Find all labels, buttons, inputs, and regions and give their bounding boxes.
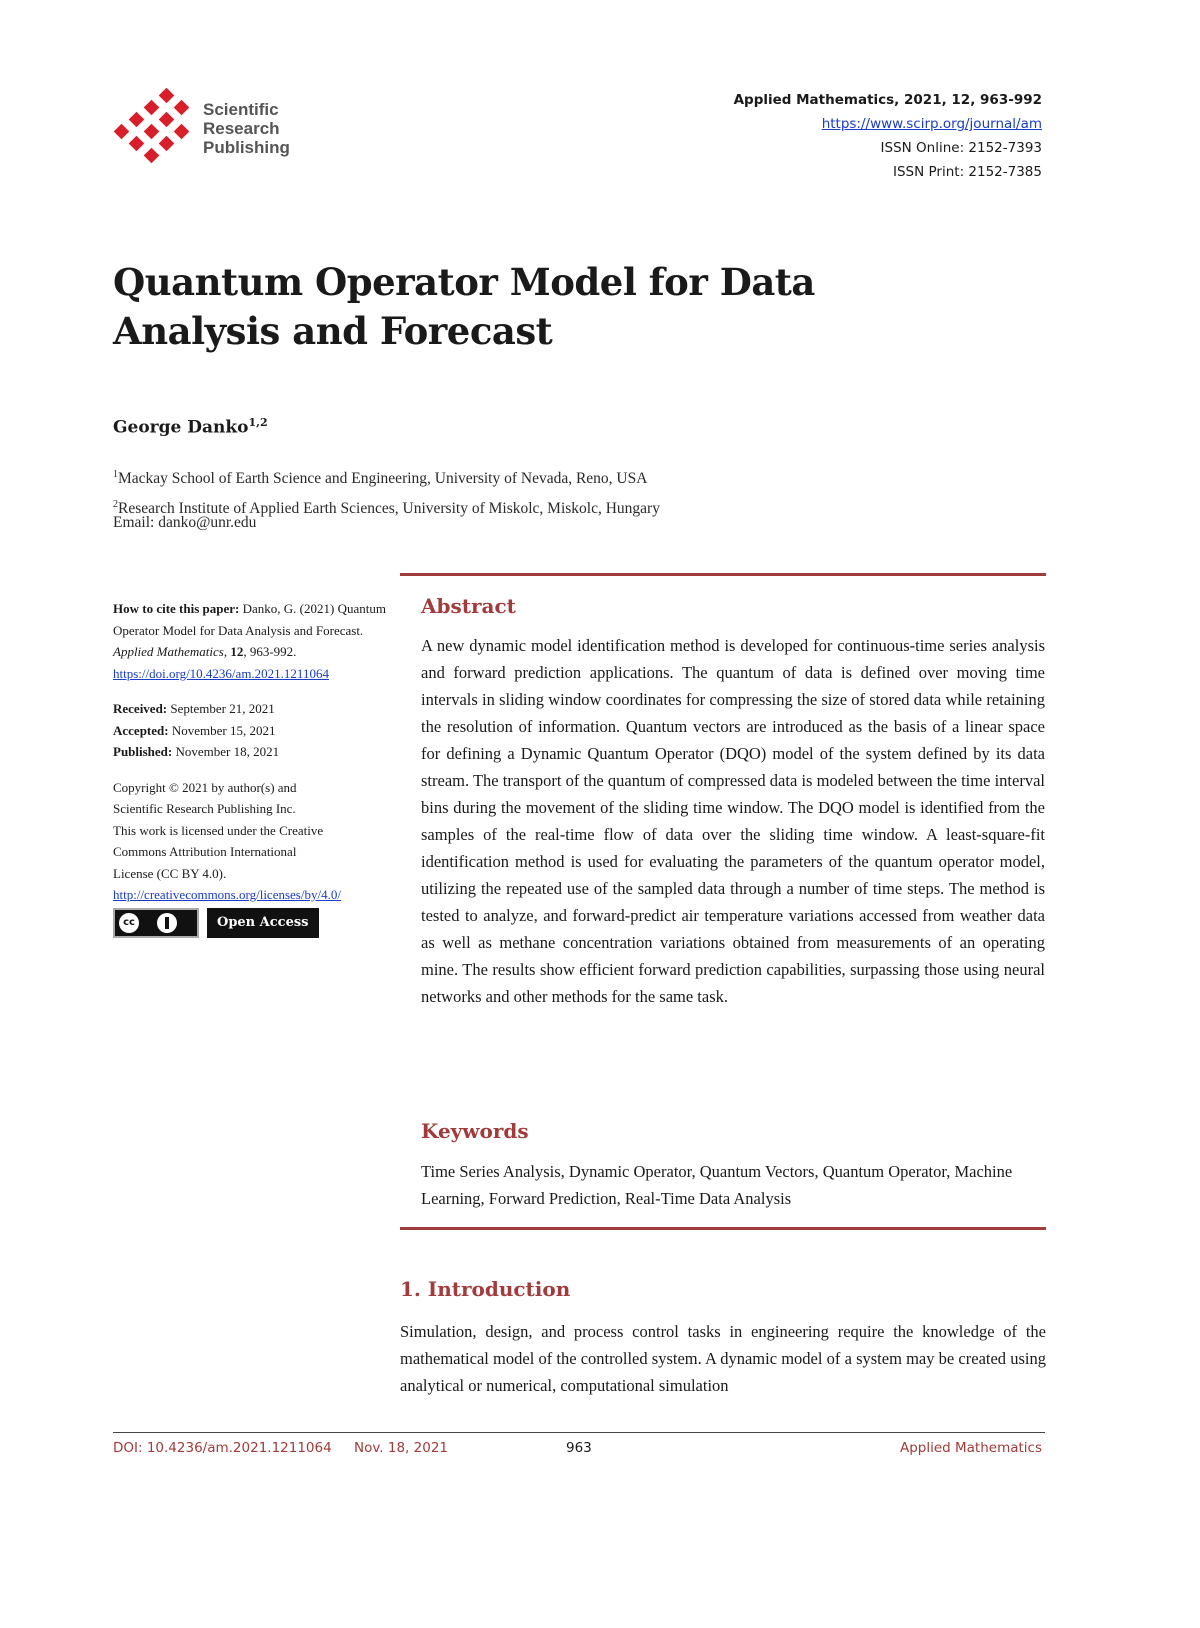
abstract-heading: Abstract xyxy=(421,594,516,618)
copyright-line: Scientific Research Publishing Inc. xyxy=(113,801,296,816)
affiliation-1: $^1$Mackay School of Earth Science and Engineering, University of Nevada, Reno, USA xyxy=(113,469,648,488)
license-link[interactable]: http://creativecommons.org/licenses/by/4.0/ xyxy=(113,887,341,902)
footer-doi: DOI: 10.4236/am.2021.1211064 xyxy=(113,1440,332,1456)
received-date: Received: September 21, 2021 xyxy=(113,701,275,716)
publisher-logo xyxy=(113,88,313,172)
abstract-text: A new dynamic model identification method is developed for continuous-time series analysis and forward prediction applications. The quantum of data is defined over moving time intervals in sliding window coordinates for compressing the size of stored data while retaining the resolution of information. Quantum vectors are introduced as the basis of a linear space for defining a Dynamic Quantum Operator (DQO) model of the system defined by its data stream. The transport of the quantum of compressed data is modeled between the time interval bins during the movement of the sliding time window. The DQO model is identified from the samples of the real-time flow of data over the sliding time window. A least-square-fit identification method is used for evaluating the parameters of the quantum operator model, utilizing the repeated use of the sampled data through a number of time steps. The method is tested to analyze, and forward-predict air temperature variations accessed from weather data as well as methane concentration variations obtained from measurements of an operating mine. The results show efficient forward prediction capabilities, surpassing those using neural networks and other methods for the same task. xyxy=(421,636,1045,1006)
doi-link[interactable]: https://doi.org/10.4236/am.2021.1211064 xyxy=(113,665,329,681)
journal-info xyxy=(734,88,1042,184)
issn-online: ISSN Online: 2152-7393 xyxy=(880,140,1042,156)
sidebar xyxy=(113,598,398,938)
author xyxy=(113,416,268,438)
keywords-text: Time Series Analysis, Dynamic Operator, Quantum Vectors, Quantum Operator, Machine Learning, Forward Prediction, Real-Time Data Analysis xyxy=(421,1162,1013,1208)
author-affil-sup: 1,2 xyxy=(248,416,268,429)
copyright-line: This work is licensed under the Creative xyxy=(113,822,324,838)
author-name: George Danko xyxy=(113,417,249,438)
by-attribution-icon xyxy=(157,913,177,933)
footer-date: Nov. 18, 2021 xyxy=(354,1440,448,1456)
keywords-heading: Keywords xyxy=(421,1119,529,1143)
issn-print: ISSN Print: 2152-7385 xyxy=(893,164,1042,180)
open-access-badge: Open Access xyxy=(207,908,319,938)
affiliation-2: $^2$Research Institute of Applied Earth Sciences, University of Miskolc, Miskolc, Hungary xyxy=(113,499,660,518)
accepted-date: Accepted: November 15, 2021 xyxy=(113,722,276,738)
copyright-line: License (CC BY 4.0). xyxy=(113,865,227,881)
author-email: Email: danko@unr.edu xyxy=(113,514,257,531)
published-date: Published: November 18, 2021 xyxy=(113,744,280,759)
paper-title: Quantum Operator Model for Data Analysis and Forecast xyxy=(113,260,815,353)
cc-by-badge[interactable] xyxy=(113,908,199,938)
keywords-bottom-rule xyxy=(400,1227,1046,1230)
citation: How to cite this paper: Danko, G. (2021) Quantum Operator Model for Data Analysis and Forecast. Applied Mathematics, 12, 963-992. xyxy=(113,601,386,659)
scirp-logo-icon xyxy=(113,88,197,168)
cc-license-icon: cc xyxy=(119,913,139,933)
copyright-line: Commons Attribution International xyxy=(113,844,297,859)
page-number: 963 xyxy=(566,1440,592,1456)
abstract-top-rule xyxy=(400,573,1046,576)
journal-name: Applied Mathematics, 2021, 12, 963-992 xyxy=(733,92,1042,108)
introduction-heading: 1. Introduction xyxy=(400,1277,571,1301)
copyright-line: Copyright © 2021 by author(s) and xyxy=(113,779,297,795)
footer-rule xyxy=(113,1432,1045,1433)
logo-text: Scientific Research Publishing xyxy=(203,100,290,157)
footer-journal: Applied Mathematics xyxy=(899,1440,1042,1456)
introduction-text: Simulation, design, and process control tasks in engineering require the knowledge of the mathematical model of the controlled system. A dynamic model of a system may be created using analytical or numerical, computational simulation xyxy=(400,1322,1046,1395)
journal-url-link[interactable]: https://www.scirp.org/journal/am xyxy=(821,116,1042,132)
